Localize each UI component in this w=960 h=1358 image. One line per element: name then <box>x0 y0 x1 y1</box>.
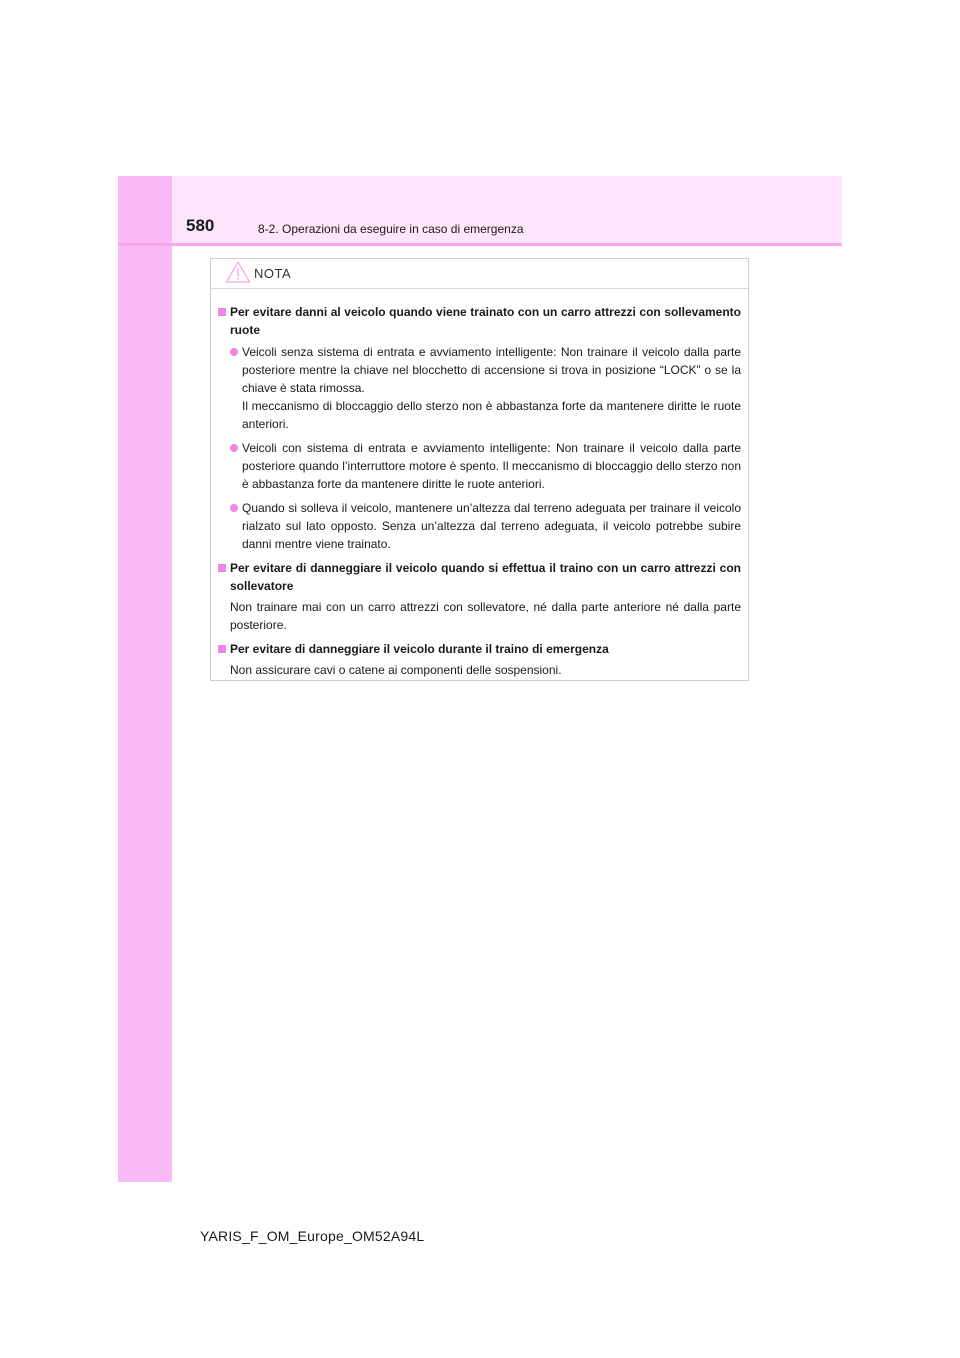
note-title: NOTA <box>254 266 292 281</box>
square-bullet-icon <box>218 645 226 653</box>
note-item-text: Non trainare mai con un carro attrezzi con sollevatore, né dalla parte anteriore né dalla parte posteriore. <box>230 600 741 632</box>
note-item-heading: Per evitare di danneggiare il veicolo durante il traino di emergenza <box>218 640 741 658</box>
circle-bullet-icon <box>230 504 238 512</box>
note-item-text: Non assicurare cavi o catene ai componenti delle sospensioni. <box>230 663 562 677</box>
header-divider <box>118 243 842 246</box>
square-bullet-icon <box>218 308 226 316</box>
note-header <box>211 259 748 289</box>
note-box <box>210 258 749 681</box>
side-color-strip <box>118 176 172 1182</box>
section-title: 8-2. Operazioni da eseguire in caso di emergenza <box>258 222 524 236</box>
note-bullet: Veicoli con sistema di entrata e avviamento intelligente: Non trainare il veicolo dalla parte posteriore quando l’interruttore motore è spento. Il meccanismo di bloccaggio dello sterzo non è abbastanza forte da mantenere diritte le ruote anteriori. <box>218 439 741 493</box>
note-item-heading: Per evitare danni al veicolo quando viene trainato con un carro attrezzi con sollevamento ruote <box>218 303 741 339</box>
circle-bullet-icon <box>230 348 238 356</box>
document-code: YARIS_F_OM_Europe_OM52A94L <box>200 1228 425 1244</box>
note-bullet: Quando si solleva il veicolo, mantenere un’altezza dal terreno adeguata per trainare il veicolo rialzato sul lato opposto. Senza un’altezza dal terreno adeguata, il veicolo potrebbe subire danni mentre viene trainato. <box>218 499 741 553</box>
note-body <box>211 289 748 679</box>
square-bullet-icon <box>218 564 226 572</box>
circle-bullet-icon <box>230 444 238 452</box>
note-bullet: Veicoli senza sistema di entrata e avviamento intelligente: Non trainare il veicolo dalla parte posteriore mentre la chiave nel blocchetto di accensione si trova in posizione “LOCK” o se la chiave è stata rimossa. Il meccanismo di bloccaggio dello sterzo non è abbastanza forte da mantenere diritte le ruote anteriori. <box>218 343 741 433</box>
note-item-heading: Per evitare di danneggiare il veicolo quando si effettua il traino con un carro attrezzi con sollevatore <box>218 559 741 595</box>
page-number: 580 <box>186 216 215 235</box>
warning-triangle-icon <box>225 260 251 284</box>
